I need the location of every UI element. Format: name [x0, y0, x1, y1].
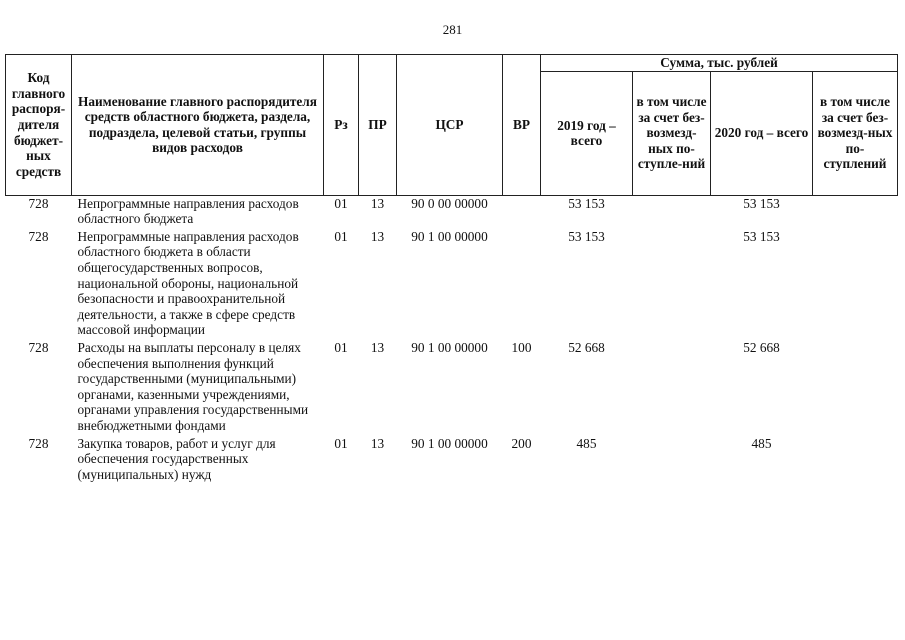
cell-csr: 90 1 00 00000	[411, 228, 488, 244]
cell-pr: 13	[370, 435, 385, 451]
cell-name: Расходы на выплаты персоналу в целях обеспечения выполнения функций государственными (муниципальными) органами, казенными учреждениями, органами управления государственными внебюджетными фондами	[77, 339, 309, 433]
cell-2019-gratis	[633, 229, 711, 340]
cell-vr	[503, 229, 541, 340]
table-row	[6, 340, 898, 436]
cell-2019-gratis	[633, 195, 711, 229]
header-sum-group: Сумма, тыс. рублей	[541, 55, 898, 72]
header-code: Код главного распоря-дителя бюджет-ных средств	[6, 55, 72, 196]
page-number: 281	[442, 22, 463, 37]
cell-rz: 01	[334, 228, 348, 244]
cell-2020-gratis	[813, 229, 898, 340]
cell-code: 728	[28, 228, 49, 244]
cell-2020-total: 52 668	[743, 339, 780, 355]
cell-2020-gratis	[813, 340, 898, 436]
cell-2020-total: 53 153	[743, 228, 780, 244]
table-row	[6, 195, 898, 229]
cell-2020-total: 485	[751, 435, 772, 451]
cell-2019-total: 52 668	[568, 339, 605, 355]
budget-table	[5, 54, 898, 484]
cell-2019-total: 53 153	[568, 228, 605, 244]
cell-csr: 90 1 00 00000	[411, 339, 488, 355]
table-row	[6, 229, 898, 340]
cell-name: Непрограммные направления расходов областного бюджета	[77, 195, 299, 227]
table-row	[6, 436, 898, 485]
cell-rz: 01	[334, 435, 348, 451]
cell-2019-total: 485	[576, 435, 597, 451]
cell-2019-gratis	[633, 436, 711, 485]
cell-2019-total: 53 153	[568, 195, 605, 211]
header-2020-gratis: в том числе за счет без-возмезд-ных по-ступлений	[813, 71, 898, 195]
header-rz: Рз	[324, 55, 359, 196]
cell-rz: 01	[334, 195, 348, 211]
header-2020-total: 2020 год – всего	[711, 71, 813, 195]
cell-2020-gratis	[813, 195, 898, 229]
table-body	[6, 195, 898, 484]
cell-csr: 90 1 00 00000	[411, 435, 488, 451]
cell-code: 728	[28, 195, 49, 211]
cell-2020-total: 53 153	[743, 195, 780, 211]
cell-rz: 01	[334, 339, 348, 355]
header-2019-gratis: в том числе за счет без-возмезд-ных по-ступле-ний	[633, 71, 711, 195]
header-csr: ЦСР	[397, 55, 503, 196]
cell-pr: 13	[370, 339, 385, 355]
cell-vr: 100	[511, 339, 532, 355]
cell-name: Закупка товаров, работ и услуг для обеспечения государственных (муниципальных) нужд	[77, 435, 276, 482]
header-vr: ВР	[503, 55, 541, 196]
cell-pr: 13	[370, 228, 385, 244]
table-header	[6, 55, 898, 196]
cell-code: 728	[28, 339, 49, 355]
header-2019-total: 2019 год – всего	[541, 71, 633, 195]
cell-pr: 13	[370, 195, 385, 211]
cell-vr: 200	[511, 435, 532, 451]
cell-code: 728	[28, 435, 49, 451]
cell-vr	[503, 195, 541, 229]
header-pr: ПР	[359, 55, 397, 196]
cell-csr: 90 0 00 00000	[411, 195, 488, 211]
cell-2020-gratis	[813, 436, 898, 485]
cell-2019-gratis	[633, 340, 711, 436]
cell-name: Непрограммные направления расходов областного бюджета в области общегосударственных вопросов, национальной обороны, национальной безопасности и правоохранительной деятельности, а также в сфере средств массовой информации	[77, 228, 299, 338]
header-name: Наименование главного распорядителя средств областного бюджета, раздела, подраздела, целевой статьи, группы видов расходов	[72, 55, 324, 196]
